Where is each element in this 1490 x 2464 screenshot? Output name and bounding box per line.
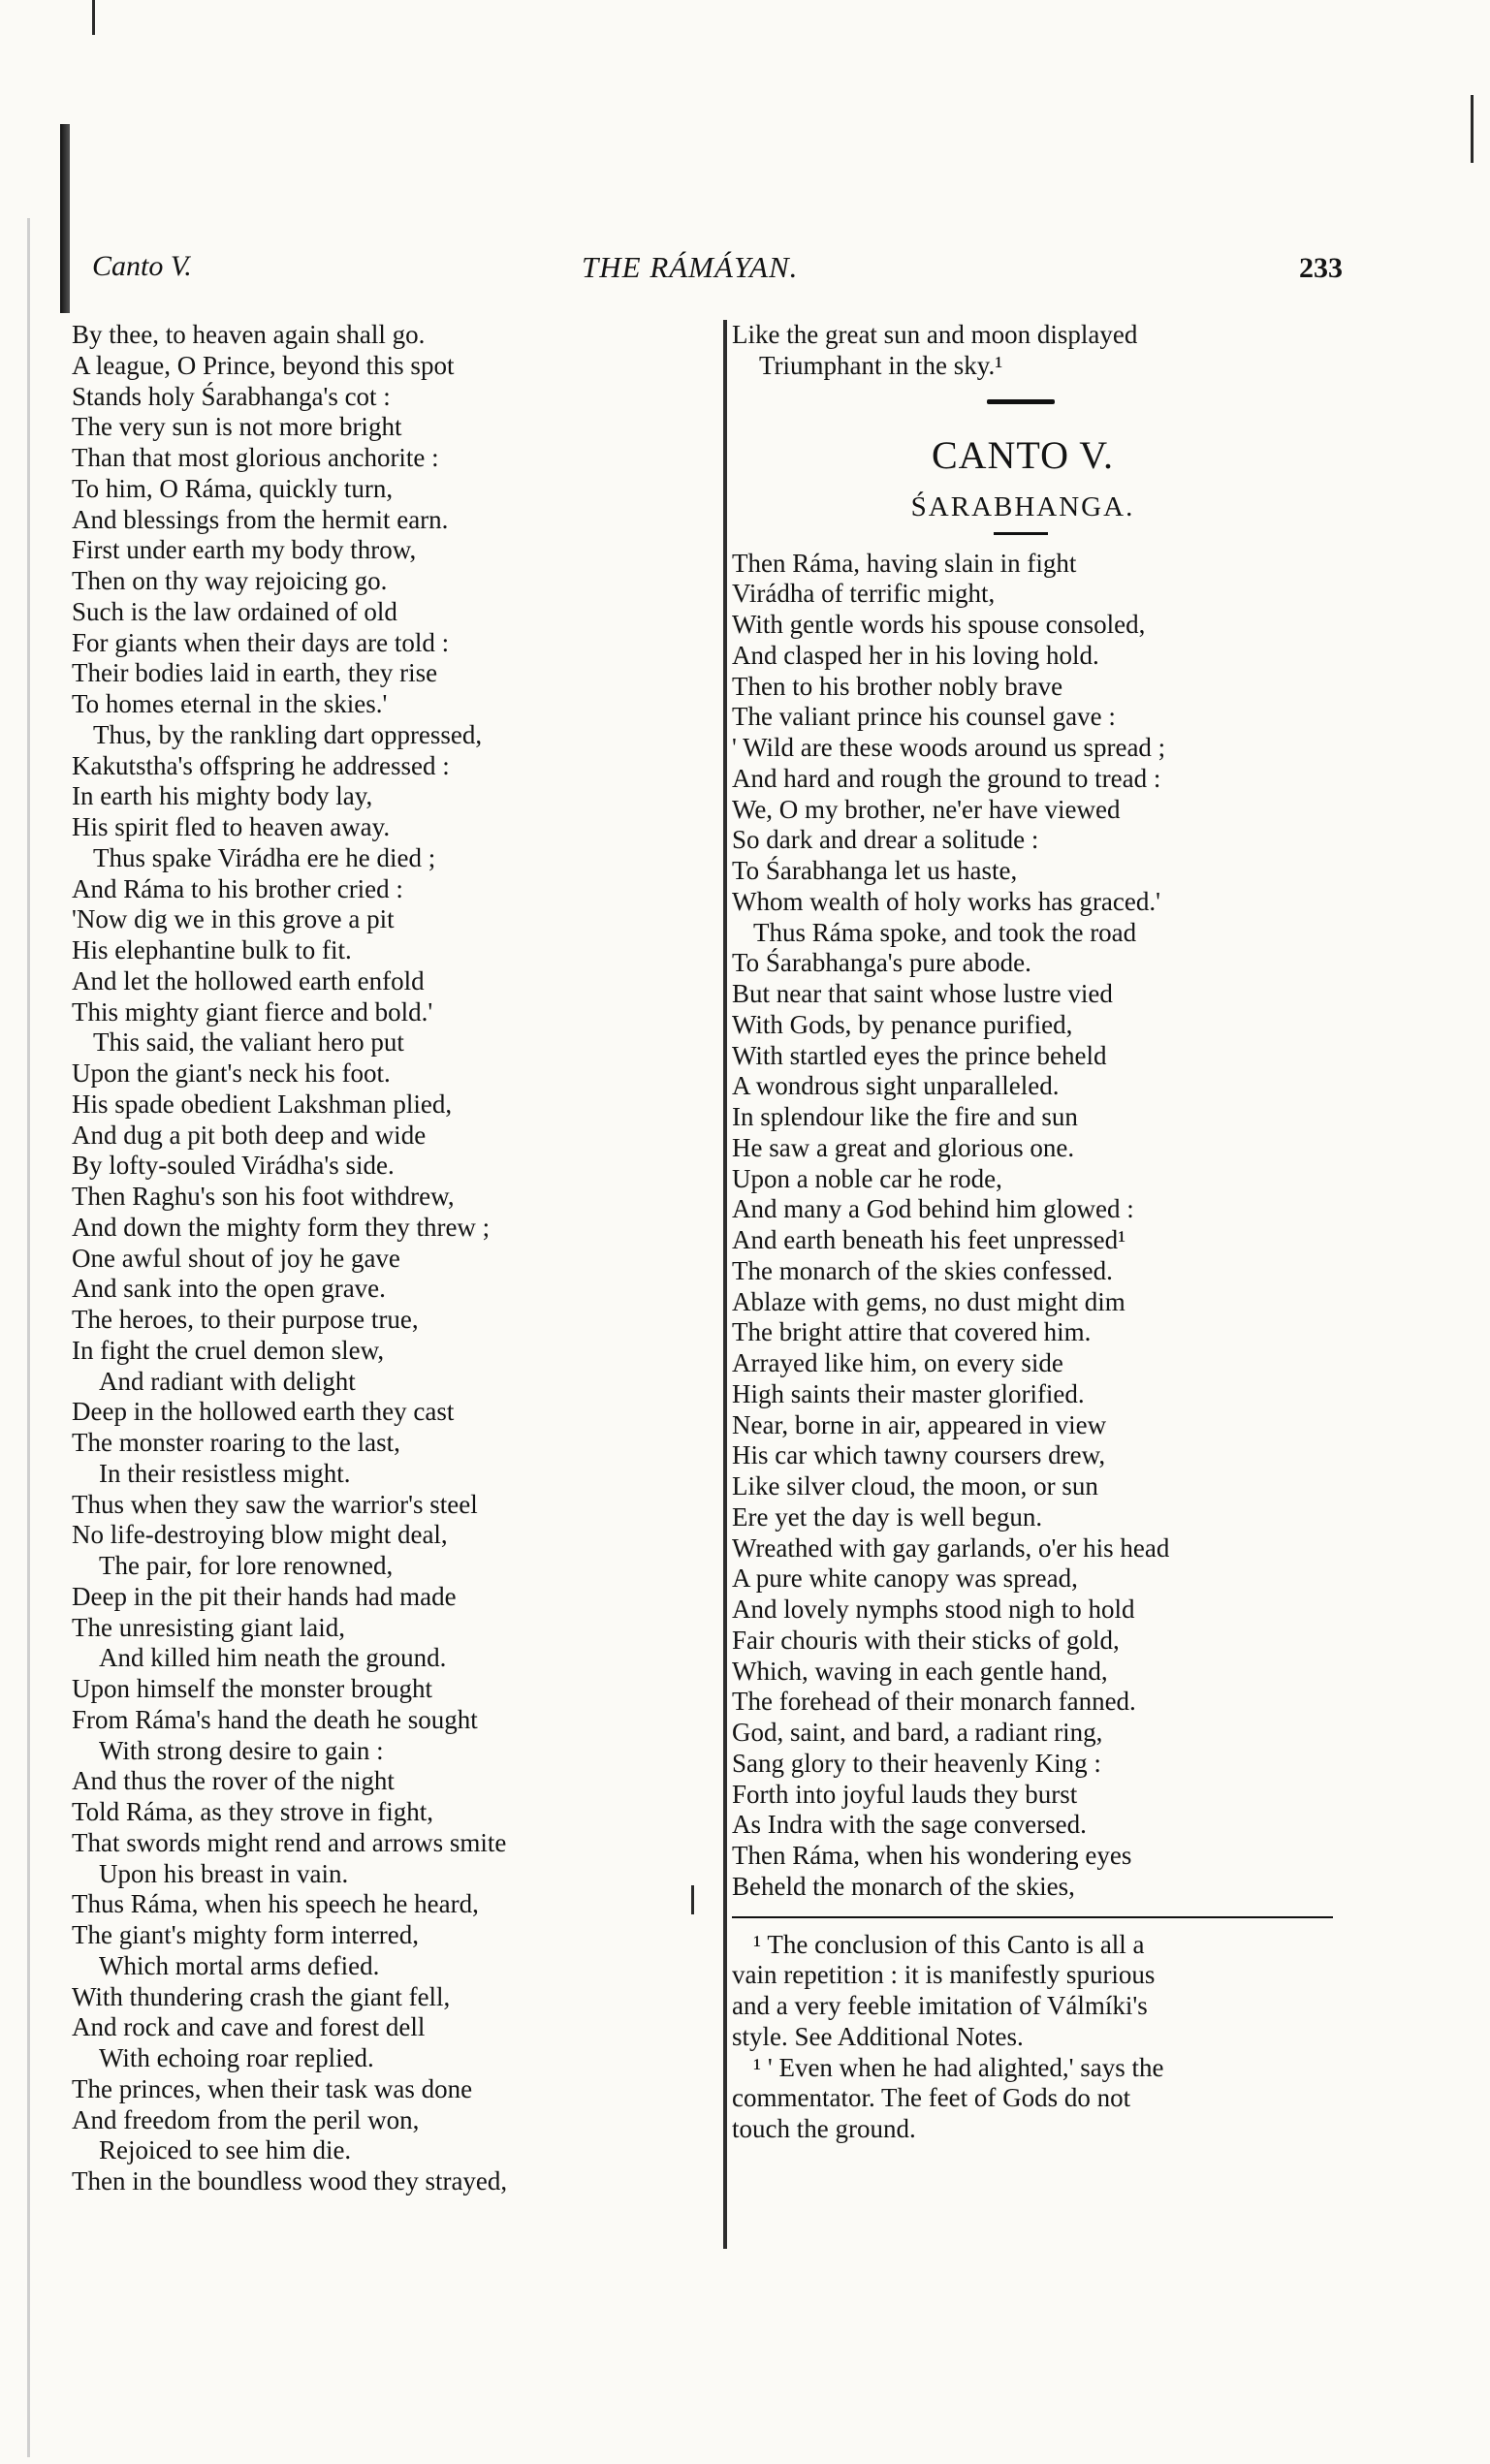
verse-line: With echoing roar replied. — [99, 2043, 374, 2072]
verse-line: Beheld the monarch of the skies, — [732, 1871, 1075, 1901]
verse-line: The forehead of their monarch fanned. — [732, 1687, 1136, 1717]
scan-artifact — [1471, 95, 1474, 163]
verse-line: Told Ráma, as they strove in fight, — [72, 1797, 434, 1826]
verse-line: With gentle words his spouse consoled, — [732, 610, 1146, 639]
verse-line: This said, the valiant hero put — [93, 1027, 404, 1058]
canto-v-verses — [732, 549, 1343, 1903]
verse-line: And thus the rover of the night — [72, 1766, 395, 1796]
verse-line: And let the hollowed earth enfold — [72, 965, 425, 995]
ornament-rule — [994, 532, 1048, 535]
verse-line: Like silver cloud, the moon, or sun — [732, 1471, 1098, 1501]
verse-line: Ere yet the day is well begun. — [732, 1501, 1043, 1532]
verse-line: Ablaze with gems, no dust might dim — [732, 1286, 1125, 1316]
verse-line: In fight the cruel demon slew, — [72, 1335, 385, 1365]
verse-line: First under earth my body throw, — [72, 535, 417, 565]
verse-line: His spirit fled to heaven away. — [72, 812, 391, 841]
verse-line: 'Now dig we in this grove a pit — [72, 904, 395, 934]
verse-line: And sank into the open grave. — [72, 1274, 386, 1304]
verse-line: As Indra with the sage conversed. — [732, 1810, 1087, 1840]
verse-line: Than that most glorious anchorite : — [72, 443, 439, 472]
verse-line: Thus when they saw the warrior's steel — [72, 1489, 478, 1519]
verse-line: And Ráma to his brother cried : — [72, 873, 403, 903]
verse-line: Upon the giant's neck his foot. — [72, 1058, 391, 1088]
verse-line: This mighty giant fierce and bold.' — [72, 996, 433, 1027]
verse-line: Deep in the hollowed earth they cast — [72, 1397, 455, 1427]
running-header — [92, 250, 1343, 289]
page-number: 233 — [1299, 252, 1343, 284]
verse-line: And lovely nymphs stood nigh to hold — [732, 1595, 1135, 1624]
verse-line: To Śarabhanga's pure abode. — [732, 948, 1031, 978]
verse-line: High saints their master glorified. — [732, 1378, 1085, 1408]
verse-line: A pure white canopy was spread, — [732, 1564, 1078, 1594]
verse-line: Near, borne in air, appeared in view — [732, 1409, 1107, 1439]
right-column-continuation — [732, 320, 1343, 382]
verse-line: With startled eyes the prince beheld — [732, 1040, 1107, 1070]
verse-line: A wondrous sight unparalleled. — [732, 1071, 1060, 1101]
verse-line: Then in the boundless wood they strayed, — [72, 2166, 508, 2195]
verse-line: And killed him neath the ground. — [99, 1643, 447, 1673]
verse-line: Thus Ráma spoke, and took the road — [753, 917, 1137, 947]
header-title: THE RÁMÁYAN. — [582, 250, 799, 284]
verse-line: The bright attire that covered him. — [732, 1317, 1092, 1347]
scan-artifact — [60, 124, 70, 313]
verse-line: The valiant prince his counsel gave : — [732, 702, 1116, 732]
verse-line: Such is the law ordained of old — [72, 596, 397, 626]
verse-line: Fair chouris with their sticks of gold, — [732, 1625, 1120, 1655]
canto-subtitle: ŚARABHANGA. — [910, 490, 1135, 522]
verse-line: Kakutstha's offspring he addressed : — [72, 750, 450, 780]
verse-line: With Gods, by penance purified, — [732, 1009, 1073, 1039]
verse-line: Whom wealth of holy works has graced.' — [732, 886, 1160, 916]
verse-line: Triumphant in the sky.¹ — [759, 350, 1003, 380]
verse-line: Then to his brother nobly brave — [732, 671, 1063, 701]
verse-line: By thee, to heaven again shall go. — [72, 320, 426, 349]
verse-line: The giant's mighty form interred, — [72, 1920, 420, 1949]
left-column — [72, 320, 712, 2197]
verse-line: God, saint, and bard, a radiant ring, — [732, 1718, 1103, 1747]
verse-line: The monster roaring to the last, — [72, 1428, 400, 1457]
column-divider — [723, 320, 727, 2249]
verse-line: And down the mighty form they threw ; — [72, 1212, 491, 1242]
verse-line: Then on thy way rejoicing go. — [72, 566, 388, 595]
verse-line: Their bodies laid in earth, they rise — [72, 658, 438, 688]
verse-line: Deep in the pit their hands had made — [72, 1581, 457, 1611]
verse-line: A league, O Prince, beyond this spot — [72, 350, 455, 380]
footnote-line: and a very feeble imitation of Válmíki's — [732, 1991, 1148, 2020]
verse-line: The princes, when their task was done — [72, 2073, 473, 2103]
footnote-rule — [732, 1916, 1333, 1918]
verse-line: No life-destroying blow might deal, — [72, 1520, 448, 1550]
verse-line: With thundering crash the giant fell, — [72, 1981, 451, 2011]
verse-line: Upon his breast in vain. — [99, 1858, 349, 1888]
verse-line: That swords might rend and arrows smite — [72, 1827, 507, 1857]
verse-line: Virádha of terrific might, — [732, 579, 996, 609]
footnotes — [732, 1930, 1343, 2145]
verse-line: Thus, by the rankling dart oppressed, — [93, 719, 483, 749]
ornament-rule — [987, 399, 1055, 404]
scan-artifact — [92, 0, 95, 35]
verse-line: The heroes, to their purpose true, — [72, 1305, 419, 1334]
canto-title: CANTO V. — [931, 432, 1115, 477]
verse-line: And rock and cave and forest dell — [72, 2012, 426, 2042]
verse-line: But near that saint whose lustre vied — [732, 979, 1113, 1008]
verse-line: And radiant with delight — [99, 1366, 356, 1396]
verse-line: He saw a great and glorious one. — [732, 1132, 1075, 1162]
verse-line: The unresisting giant laid, — [72, 1612, 345, 1642]
verse-line: One awful shout of joy he gave — [72, 1243, 400, 1273]
verse-line: The very sun is not more bright — [72, 412, 402, 442]
verse-line: The monarch of the skies confessed. — [732, 1255, 1113, 1285]
verse-line: For giants when their days are told : — [72, 627, 450, 657]
footnote-line: vain repetition : it is manifestly spurious — [732, 1960, 1156, 1990]
verse-line: And dug a pit both deep and wide — [72, 1120, 427, 1150]
verse-line: Forth into joyful lauds they burst — [732, 1779, 1078, 1809]
verse-line: ' Wild are these woods around us spread ; — [732, 733, 1166, 762]
verse-line: And many a God behind him glowed : — [732, 1194, 1134, 1224]
verse-line: His elephantine bulk to fit. — [72, 935, 352, 964]
verse-line: We, O my brother, ne'er have viewed — [732, 794, 1121, 824]
verse-line: And freedom from the peril won, — [72, 2104, 420, 2134]
verse-line: Thus Ráma, when his speech he heard, — [72, 1889, 479, 1919]
verse-line: With strong desire to gain : — [99, 1735, 384, 1765]
verse-line: His spade obedient Lakshman plied, — [72, 1089, 453, 1119]
verse-line: Wreathed with gay garlands, o'er his head — [732, 1532, 1170, 1563]
right-column — [732, 320, 1343, 2145]
verse-line: In splendour like the fire and sun — [732, 1102, 1078, 1131]
verse-line: To him, O Ráma, quickly turn, — [72, 473, 394, 503]
footnote-line: ¹ The conclusion of this Canto is all a — [753, 1929, 1145, 1959]
verse-line: From Ráma's hand the death he sought — [72, 1704, 478, 1734]
verse-line: Arrayed like him, on every side — [732, 1348, 1063, 1377]
verse-line: And blessings from the hermit earn. — [72, 504, 449, 534]
verse-line: Which mortal arms defied. — [99, 1950, 380, 1980]
verse-line: And clasped her in his loving hold. — [732, 640, 1099, 670]
verse-line: In their resistless might. — [99, 1458, 351, 1488]
verse-line: Then Ráma, when his wondering eyes — [732, 1841, 1132, 1870]
verse-line: So dark and drear a solitude : — [732, 825, 1039, 855]
verse-line: Rejoiced to see him die. — [99, 2135, 352, 2165]
verse-line: And hard and rough the ground to tread : — [732, 763, 1161, 793]
header-canto: Canto V. — [92, 250, 192, 282]
verse-line: Like the great sun and moon displayed — [732, 320, 1138, 349]
footnote-line: commentator. The feet of Gods do not — [732, 2083, 1131, 2113]
verse-line: Thus spake Virádha ere he died ; — [93, 842, 436, 872]
verse-line: His car which tawny coursers drew, — [732, 1440, 1106, 1470]
scan-artifact — [27, 218, 30, 2457]
verse-line: And earth beneath his feet unpressed¹ — [732, 1225, 1126, 1254]
verse-line: To homes eternal in the skies.' — [72, 689, 388, 718]
footnote-line: style. See Additional Notes. — [732, 2021, 1024, 2051]
verse-line: To Śarabhanga let us haste, — [732, 856, 1018, 885]
verse-line: In earth his mighty body lay, — [72, 781, 373, 811]
verse-line: Upon a noble car he rode, — [732, 1163, 1002, 1193]
footnote-2 — [732, 2053, 1343, 2145]
verse-line: Then Raghu's son his foot withdrew, — [72, 1182, 455, 1211]
verse-line: Upon himself the monster brought — [72, 1674, 432, 1703]
verse-line: Which, waving in each gentle hand, — [732, 1656, 1108, 1686]
verse-line: Sang glory to their heavenly King : — [732, 1748, 1101, 1778]
verse-line: The pair, for lore renowned, — [99, 1551, 394, 1580]
verse-line: Then Ráma, having slain in fight — [732, 548, 1077, 578]
verse-line: By lofty-souled Virádha's side. — [72, 1151, 395, 1181]
footnote-line: ¹ ' Even when he had alighted,' says the — [753, 2052, 1164, 2082]
verse-line: Stands holy Śarabhanga's cot : — [72, 381, 391, 411]
footnote-line: touch the ground. — [732, 2114, 916, 2143]
footnote-1 — [732, 1930, 1343, 2053]
